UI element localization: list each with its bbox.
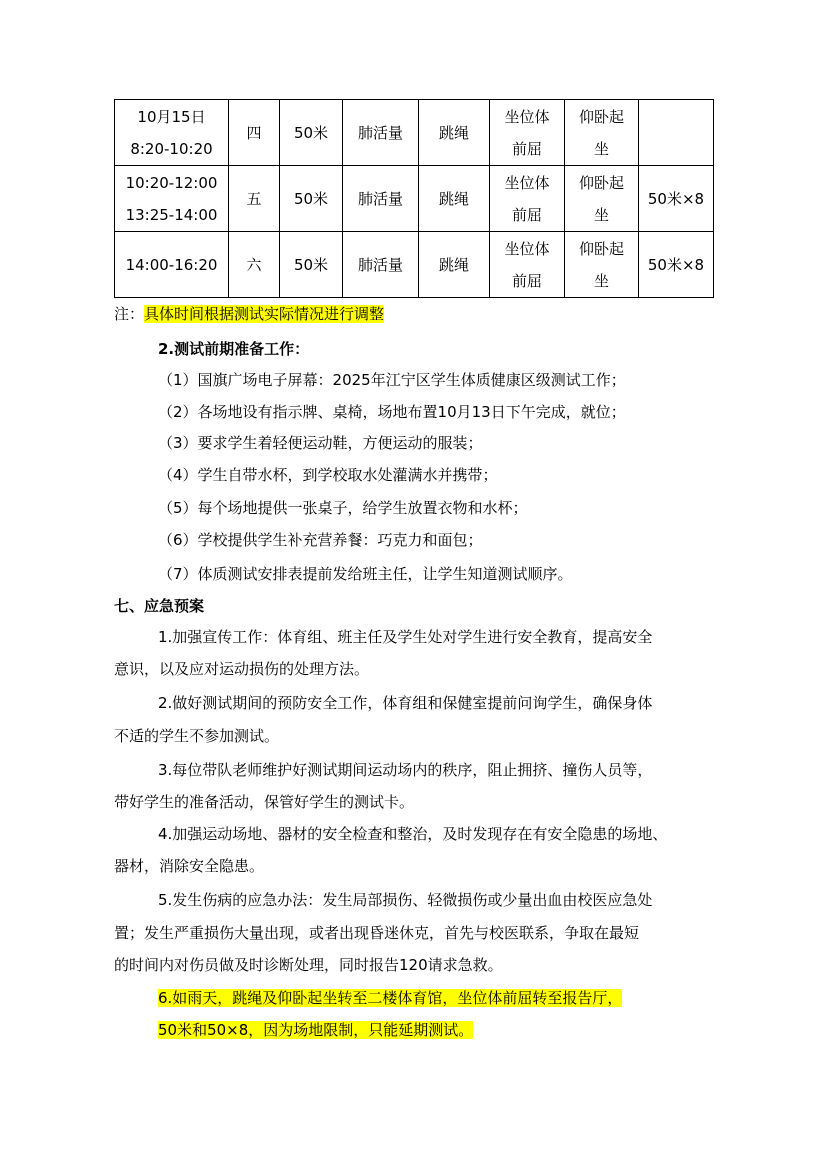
item-sitreach-cell: 坐位体 前屈 — [490, 166, 565, 232]
plan-line: 器材，消除安全隐患。 — [114, 857, 265, 875]
schedule-table — [114, 99, 714, 298]
item-50m-cell: 50米 — [280, 232, 343, 298]
item-50m-cell: 50米 — [280, 166, 343, 232]
item-rope-cell: 跳绳 — [419, 166, 490, 232]
table-row — [115, 232, 714, 298]
section2-heading: 2.测试前期准备工作： — [158, 340, 310, 358]
rain-plan-line: 50米和50×8，因为场地限制，只能延期测试。 — [158, 1021, 474, 1039]
rain-plan-line: 6.如雨天，跳绳及仰卧起坐转至二楼体育馆，坐位体前屈转至报告厅， — [158, 989, 623, 1007]
plan-line: 意识，以及应对运动损伤的处理方法。 — [114, 660, 370, 678]
section7-heading: 七、应急预案 — [114, 597, 205, 615]
item-lung-cell: 肺活量 — [343, 100, 419, 166]
table-row — [115, 100, 714, 166]
plan-line: 2.做好测试期间的预防安全工作，体育组和保健室提前问询学生，确保身体 — [158, 694, 653, 712]
plan-line: 4.加强运动场地、器材的安全检查和整治，及时发现存在有安全隐患的场地、 — [158, 825, 668, 843]
grade-cell: 四 — [229, 100, 280, 166]
item-rope-cell: 跳绳 — [419, 100, 490, 166]
note-prefix: 注： — [114, 305, 145, 323]
time-cell: 14:00-16:20 — [115, 232, 229, 298]
prep-item: （3）要求学生着轻便运动鞋，方便运动的服装； — [158, 434, 483, 452]
plan-line: 带好学生的准备活动，保管好学生的测试卡。 — [114, 793, 415, 811]
prep-item: （5）每个场地提供一张桌子，给学生放置衣物和水杯； — [158, 499, 528, 517]
note-highlight: 具体时间根据测试实际情况进行调整 — [144, 305, 385, 323]
item-rope-cell: 跳绳 — [419, 232, 490, 298]
plan-line: 的时间内对伤员做及时诊断处理，同时报告120请求急救。 — [114, 956, 503, 974]
item-shuttle-cell — [639, 100, 714, 166]
prep-item: （1）国旗广场电子屏幕：2025年江宁区学生体质健康区级测试工作； — [158, 371, 626, 389]
plan-line: 3.每位带队老师维护好测试期间运动场内的秩序，阻止拥挤、撞伤人员等， — [158, 761, 653, 779]
item-situp-cell: 仰卧起 坐 — [565, 166, 639, 232]
item-sitreach-cell: 坐位体 前屈 — [490, 232, 565, 298]
item-50m-cell: 50米 — [280, 100, 343, 166]
item-sitreach-cell: 坐位体 前屈 — [490, 100, 565, 166]
plan-line: 1.加强宣传工作：体育组、班主任及学生处对学生进行安全教育，提高安全 — [158, 628, 653, 646]
plan-line: 5.发生伤病的应急办法：发生局部损伤、轻微损伤或少量出血由校医应急处 — [158, 891, 653, 909]
item-lung-cell: 肺活量 — [343, 166, 419, 232]
grade-cell: 五 — [229, 166, 280, 232]
grade-cell: 六 — [229, 232, 280, 298]
table-note — [114, 303, 384, 325]
item-situp-cell: 仰卧起 坐 — [565, 100, 639, 166]
item-shuttle-cell: 50米×8 — [639, 232, 714, 298]
item-situp-cell: 仰卧起 坐 — [565, 232, 639, 298]
prep-item: （6）学校提供学生补充营养餐：巧克力和面包； — [158, 531, 483, 549]
item-lung-cell: 肺活量 — [343, 232, 419, 298]
time-cell: 10:20-12:00 13:25-14:00 — [115, 166, 229, 232]
prep-item: （4）学生自带水杯，到学校取水处灌满水并携带； — [158, 466, 498, 484]
table-row — [115, 166, 714, 232]
item-shuttle-cell: 50米×8 — [639, 166, 714, 232]
prep-item: （2）各场地设有指示牌、桌椅，场地布置10月13日下午完成，就位； — [158, 403, 626, 421]
time-cell: 10月15日 8:20-10:20 — [115, 100, 229, 166]
plan-line: 置；发生严重损伤大量出现，或者出现昏迷休克，首先与校医联系，争取在最短 — [114, 924, 640, 942]
prep-item: （7）体质测试安排表提前发给班主任，让学生知道测试顺序。 — [158, 565, 573, 583]
plan-line: 不适的学生不参加测试。 — [114, 727, 280, 745]
